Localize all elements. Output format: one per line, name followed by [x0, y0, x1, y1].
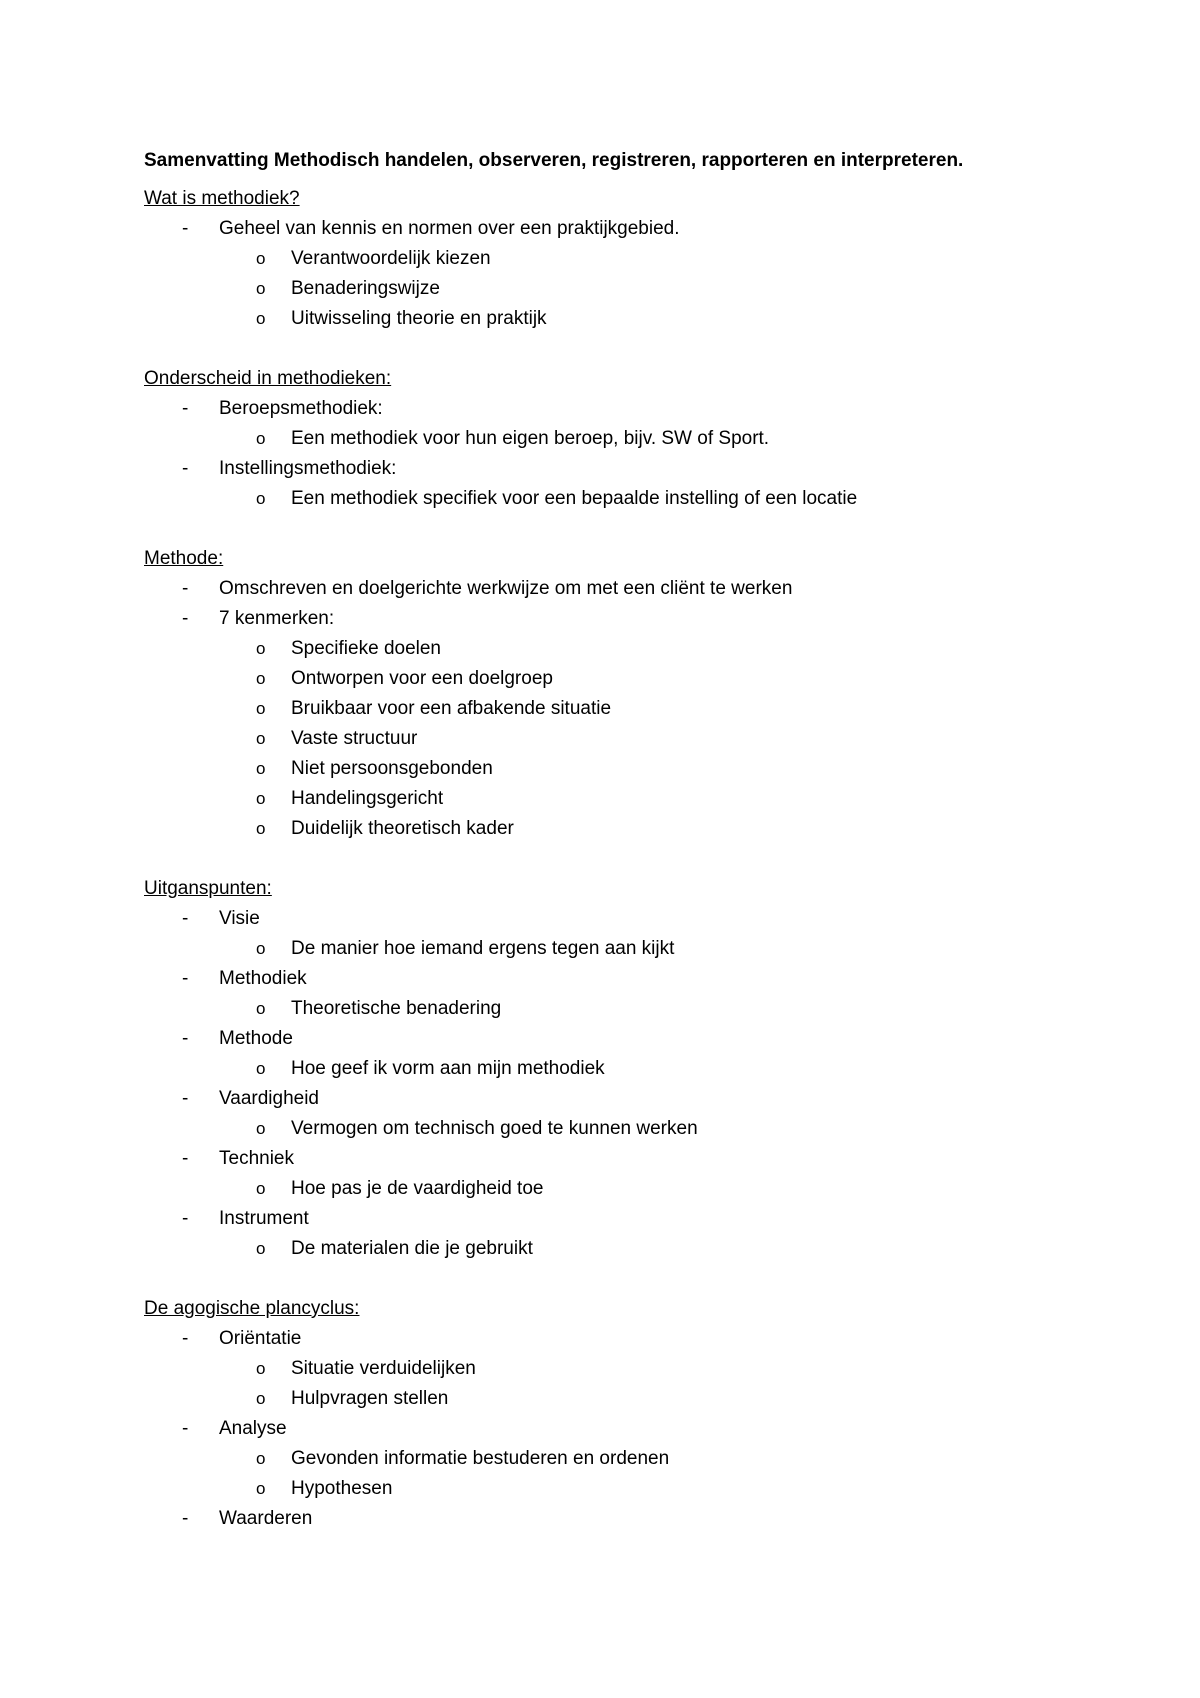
sub-list-item [144, 1444, 1064, 1474]
list-item-text: Oriëntatie [219, 1328, 302, 1349]
sub-list-item [144, 484, 1064, 514]
list-item-text: Instrument [219, 1208, 309, 1229]
circle-bullet: o [256, 249, 266, 268]
section-heading: Uitganspunten: [144, 878, 272, 899]
dash-bullet: - [182, 398, 189, 419]
circle-bullet: o [256, 1119, 266, 1138]
sub-list-item [144, 1054, 1064, 1084]
sub-list [219, 934, 1064, 964]
sub-list-item [144, 1354, 1064, 1384]
circle-bullet: o [256, 1389, 266, 1408]
sub-list [219, 1444, 1064, 1504]
sub-list-item [144, 1234, 1064, 1264]
section [144, 184, 1064, 334]
circle-bullet: o [256, 429, 266, 448]
list-item [144, 1204, 1064, 1264]
circle-bullet: o [256, 1239, 266, 1258]
sub-list-item-text: Vermogen om technisch goed te kunnen werken [291, 1118, 698, 1139]
section-heading: Onderscheid in methodieken: [144, 368, 392, 389]
sub-list-item [144, 424, 1064, 454]
sub-list [219, 1054, 1064, 1084]
list-item [144, 604, 1064, 844]
sub-list-item-text: Situatie verduidelijken [291, 1358, 476, 1379]
section-heading: Wat is methodiek? [144, 188, 300, 209]
list-item-text: Methode [219, 1028, 293, 1049]
circle-bullet: o [256, 789, 266, 808]
list-item [144, 454, 1064, 514]
dash-bullet: - [182, 1328, 189, 1349]
circle-bullet: o [256, 309, 266, 328]
sub-list-item-text: Verantwoordelijk kiezen [291, 248, 491, 269]
sub-list-item [144, 634, 1064, 664]
sub-list-item-text: Ontworpen voor een doelgroep [291, 668, 553, 689]
list-item [144, 1324, 1064, 1414]
sub-list-item-text: Een methodiek voor hun eigen beroep, bijv. SW of Sport. [291, 428, 770, 449]
circle-bullet: o [256, 729, 266, 748]
dash-bullet: - [182, 1508, 189, 1529]
sub-list [219, 1114, 1064, 1144]
section [144, 874, 1064, 1264]
circle-bullet: o [256, 639, 266, 658]
dash-bullet: - [182, 1028, 189, 1049]
sub-list-item-text: Theoretische benadering [291, 998, 502, 1019]
sub-list-item [144, 304, 1064, 334]
dash-bullet: - [182, 578, 189, 599]
sub-list [219, 1234, 1064, 1264]
list-item [144, 1084, 1064, 1144]
list-item-text: Vaardigheid [219, 1088, 320, 1109]
list-item-text: 7 kenmerken: [219, 608, 335, 629]
dash-bullet: - [182, 968, 189, 989]
dash-bullet: - [182, 908, 189, 929]
list-item [144, 964, 1064, 1024]
list-item [144, 904, 1064, 964]
sub-list-item [144, 1384, 1064, 1414]
sub-list-item-text: Een methodiek specifiek voor een bepaalde instelling of een locatie [291, 488, 858, 509]
circle-bullet: o [256, 699, 266, 718]
circle-bullet: o [256, 1449, 266, 1468]
dash-bullet: - [182, 1148, 189, 1169]
section [144, 544, 1064, 844]
sub-list [219, 994, 1064, 1024]
sub-list-item-text: De materialen die je gebruikt [291, 1238, 533, 1259]
sub-list-item [144, 1174, 1064, 1204]
sub-list-item [144, 1114, 1064, 1144]
sub-list [219, 424, 1064, 454]
sub-list-item-text: Benaderingswijze [291, 278, 440, 299]
sub-list-item [144, 274, 1064, 304]
sub-list [219, 634, 1064, 844]
sub-list-item-text: Hoe geef ik vorm aan mijn methodiek [291, 1058, 605, 1079]
list-item-text: Visie [219, 908, 260, 929]
circle-bullet: o [256, 489, 266, 508]
sub-list-item-text: Hulpvragen stellen [291, 1388, 449, 1409]
sub-list-item-text: Hoe pas je de vaardigheid toe [291, 1178, 544, 1199]
sub-list-item [144, 754, 1064, 784]
dash-bullet: - [182, 458, 189, 479]
sub-list-item-text: De manier hoe iemand ergens tegen aan kijkt [291, 938, 675, 959]
sub-list-item [144, 814, 1064, 844]
circle-bullet: o [256, 819, 266, 838]
sub-list-item-text: Uitwisseling theorie en praktijk [291, 308, 547, 329]
bullet-list [144, 1324, 1064, 1534]
list-item [144, 1144, 1064, 1204]
dash-bullet: - [182, 608, 189, 629]
circle-bullet: o [256, 1479, 266, 1498]
circle-bullet: o [256, 999, 266, 1018]
sub-list-item [144, 724, 1064, 754]
list-item [144, 574, 1064, 604]
list-item-text: Beroepsmethodiek: [219, 398, 383, 419]
list-item-text: Omschreven en doelgerichte werkwijze om met een cliënt te werken [219, 578, 793, 599]
sub-list-item [144, 664, 1064, 694]
list-item [144, 1024, 1064, 1084]
sub-list-item [144, 244, 1064, 274]
sub-list-item [144, 694, 1064, 724]
sub-list-item [144, 934, 1064, 964]
section-heading: De agogische plancyclus: [144, 1298, 360, 1319]
list-item-text: Geheel van kennis en normen over een praktijkgebied. [219, 218, 680, 239]
sub-list-item [144, 784, 1064, 814]
bullet-list [144, 574, 1064, 844]
list-item [144, 1414, 1064, 1504]
bullet-list [144, 904, 1064, 1264]
sub-list [219, 484, 1064, 514]
circle-bullet: o [256, 939, 266, 958]
document-content [144, 146, 1064, 1564]
sub-list-item-text: Niet persoonsgebonden [291, 758, 493, 779]
sub-list-item-text: Handelingsgericht [291, 788, 444, 809]
sub-list-item-text: Bruikbaar voor een afbakende situatie [291, 698, 612, 719]
list-item-text: Methodiek [219, 968, 307, 989]
sub-list-item-text: Gevonden informatie bestuderen en ordenen [291, 1448, 670, 1469]
sub-list-item-text: Duidelijk theoretisch kader [291, 818, 514, 839]
document-title: Samenvatting Methodisch handelen, observeren, registreren, rapporteren en interpreteren. [144, 150, 964, 171]
list-item-text: Analyse [219, 1418, 287, 1439]
circle-bullet: o [256, 1179, 266, 1198]
list-item-text: Techniek [219, 1148, 294, 1169]
circle-bullet: o [256, 1059, 266, 1078]
bullet-list [144, 394, 1064, 514]
section [144, 1294, 1064, 1534]
sub-list-item-text: Vaste structuur [291, 728, 418, 749]
dash-bullet: - [182, 1208, 189, 1229]
bullet-list [144, 214, 1064, 334]
section-heading: Methode: [144, 548, 224, 569]
dash-bullet: - [182, 1418, 189, 1439]
list-item-text: Instellingsmethodiek: [219, 458, 397, 479]
sub-list [219, 1174, 1064, 1204]
list-item [144, 394, 1064, 454]
list-item-text: Waarderen [219, 1508, 313, 1529]
list-item [144, 214, 1064, 334]
sub-list [219, 1354, 1064, 1414]
document-sections [144, 184, 1064, 1534]
sub-list-item-text: Specifieke doelen [291, 638, 441, 659]
sub-list-item [144, 994, 1064, 1024]
list-item [144, 1504, 1064, 1534]
dash-bullet: - [182, 1088, 189, 1109]
sub-list-item [144, 1474, 1064, 1504]
dash-bullet: - [182, 218, 189, 239]
circle-bullet: o [256, 1359, 266, 1378]
circle-bullet: o [256, 669, 266, 688]
sub-list-item-text: Hypothesen [291, 1478, 393, 1499]
circle-bullet: o [256, 279, 266, 298]
sub-list [219, 244, 1064, 334]
circle-bullet: o [256, 759, 266, 778]
section [144, 364, 1064, 514]
